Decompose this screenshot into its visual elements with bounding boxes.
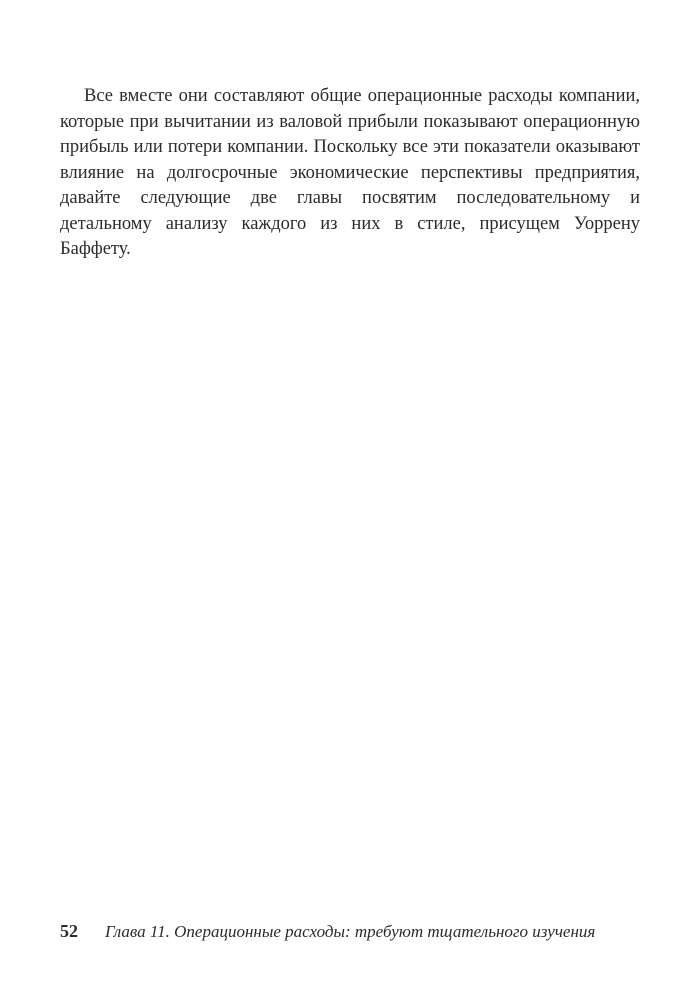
page-footer (60, 921, 640, 947)
page-number: 52 (60, 921, 78, 941)
running-head: Глава 11. Операционные расходы: требуют тщательного изучения (105, 922, 596, 941)
body-paragraph: Все вместе они составляют общие операционные расходы компании, которые при вычитании из валовой прибыли показывают операционную прибыль или потери компании. Поскольку все эти показатели оказывают влияние на долгосрочные экономические перспективы предприятия, давайте следующие две главы посвятим последовательному и детальному анализу каждого из них в стиле, присущем Уоррену Баффету. (60, 86, 640, 259)
